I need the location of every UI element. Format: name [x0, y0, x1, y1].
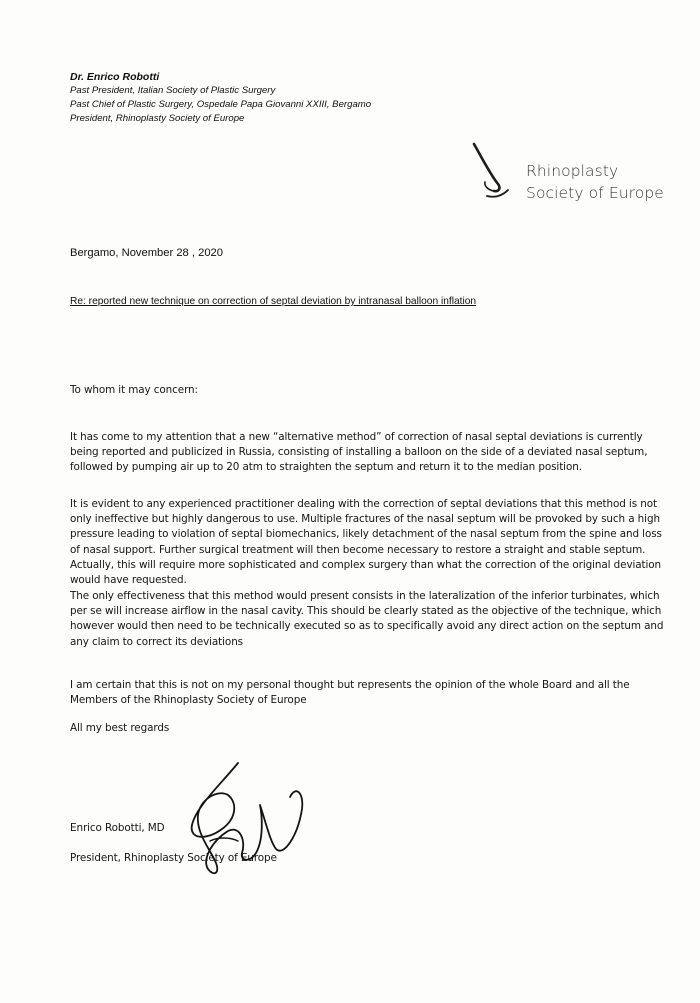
greeting: To whom it may concern:	[70, 384, 198, 396]
paragraph-4: I am certain that this is not on my personal thought but represents the opinion of the whole Board and all the Members of the Rhinoplasty Society of Europe	[70, 679, 630, 707]
logo-line-1: Rhinoplasty	[526, 162, 619, 180]
nose-profile-icon	[468, 140, 528, 210]
closing: All my best regards	[70, 722, 170, 734]
sender-credential-1: Past President, Italian Society of Plastic Surgery	[70, 85, 276, 96]
signatory-title: President, Rhinoplasty Society of Europe	[70, 852, 277, 864]
letter-subject: Re: reported new technique on correction of septal deviation by intranasal balloon inflation	[70, 296, 477, 307]
letterhead	[70, 70, 490, 126]
logo-wordmark	[526, 160, 664, 204]
paragraph-2: It is evident to any experienced practitioner dealing with the correction of septal deviations that this method is not only ineffective but highly dangerous to use. Multiple fractures of the nasal septum will be provoked by such a high pressure leading to violation of septal biomechanics, likely detachment of the nasal septum from the spine and loss of nasal support. Further surgical treatment will then become necessary to restore a straight and stable septum. Actually, this will require more sophisticated and complex surgery than what the correction of the original deviation would have requested.	[70, 498, 662, 587]
sender-credential-2: Past Chief of Plastic Surgery, Ospedale Papa Giovanni XXIII, Bergamo	[70, 99, 372, 110]
logo-line-2: Society of Europe	[526, 184, 664, 202]
sender-name: Dr. Enrico Robotti	[70, 71, 160, 83]
sender-credential-3: President, Rhinoplasty Society of Europe	[70, 113, 245, 124]
letter-date: Bergamo, November 28 , 2020	[70, 247, 223, 259]
society-logo	[468, 140, 678, 210]
paragraph-1: It has come to my attention that a new “alternative method” of correction of nasal septal deviations is currently being reported and publicized in Russia, consisting of installing a balloon on the side of a deviated nasal septum, followed by pumping air up to 20 atm to straighten the septum and return it to the median position.	[70, 431, 648, 474]
signatory-name: Enrico Robotti, MD	[70, 822, 165, 834]
paragraph-3: The only effectiveness that this method would present consists in the lateralization of the inferior turbinates, which per se will increase airflow in the nasal cavity. This should be clearly stated as the objective of the technique, which however would then need to be technically executed so as to specifically avoid any direct action on the septum and any claim to correct its deviations	[70, 590, 664, 648]
